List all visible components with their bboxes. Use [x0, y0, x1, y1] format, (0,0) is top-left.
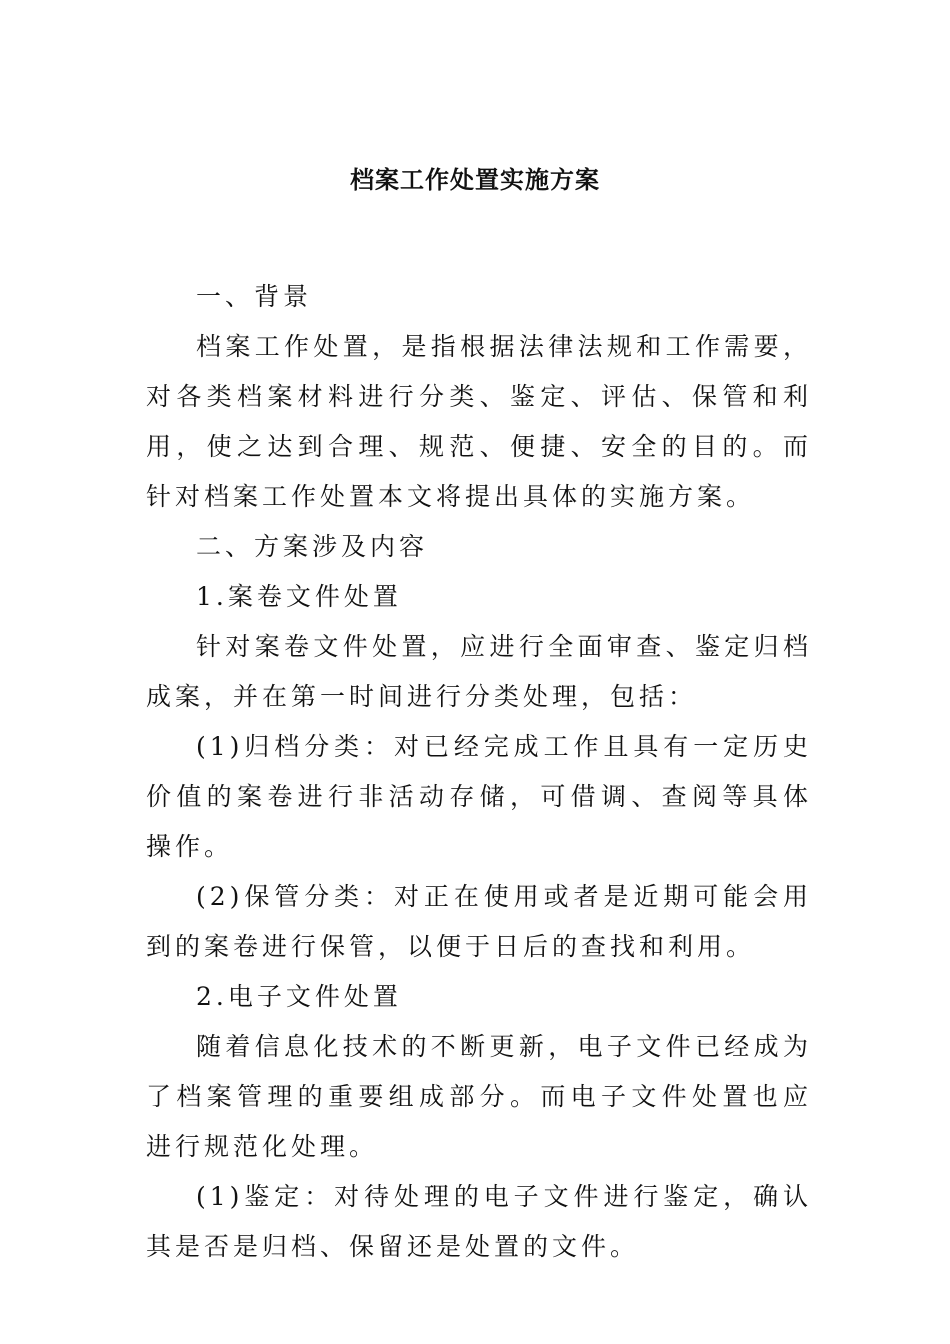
item-appraisal: (1)鉴定：对待处理的电子文件进行鉴定，确认其是否是归档、保留还是处置的文件。 — [146, 1182, 812, 1261]
subheading-electronic-files: 2.电子文件处置 — [196, 982, 402, 1011]
document-title: 档案工作处置实施方案 — [350, 165, 600, 194]
item-archive-classification: (1)归档分类：对已经完成工作且具有一定历史价值的案卷进行非活动存储，可借调、查阅等具体操作。 — [146, 732, 812, 861]
document-body — [146, 272, 812, 1272]
section-heading-background: 一、背景 — [196, 282, 313, 311]
subheading-case-files: 1.案卷文件处置 — [196, 582, 402, 611]
paragraph-case-files: 针对案卷文件处置，应进行全面审查、鉴定归档成案，并在第一时间进行分类处理，包括： — [146, 632, 812, 711]
paragraph-background: 档案工作处置，是指根据法律法规和工作需要，对各类档案材料进行分类、鉴定、评估、保管和利用，使之达到合理、规范、便捷、安全的目的。而针对档案工作处置本文将提出具体的实施方案。 — [146, 332, 812, 511]
paragraph-electronic-files: 随着信息化技术的不断更新，电子文件已经成为了档案管理的重要组成部分。而电子文件处置也应进行规范化处理。 — [146, 1032, 812, 1161]
item-custody-classification: (2)保管分类：对正在使用或者是近期可能会用到的案卷进行保管，以便于日后的查找和利用。 — [146, 882, 812, 961]
section-heading-content: 二、方案涉及内容 — [196, 532, 429, 561]
